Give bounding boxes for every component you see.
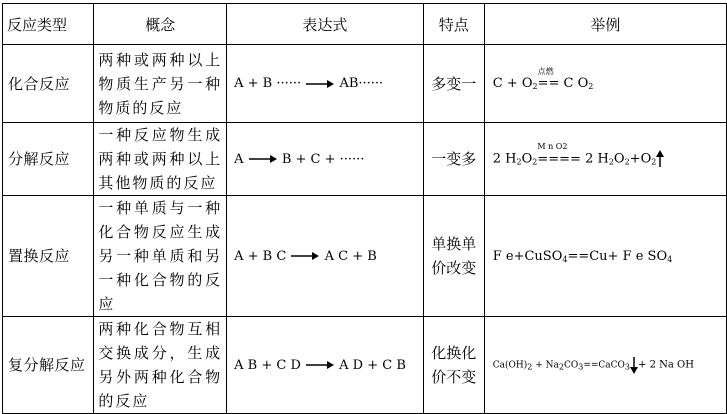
feature-cell: 化换化价不变	[423, 317, 484, 414]
reaction-condition: M n O2	[537, 141, 568, 151]
arrow-right-icon	[248, 154, 278, 164]
table-row	[3, 196, 727, 317]
concept-cell: 一种反应物生成两种或两种以上其他物质的反应	[94, 123, 227, 196]
reaction-type-cell: 置换反应	[3, 196, 94, 317]
expression-cell	[227, 196, 424, 317]
expression-right: A D + C B	[339, 357, 406, 373]
precipitate-down-arrow-icon	[630, 356, 638, 374]
example-cell: F e+CuSO$_4$==Cu+ F e $SO_4$	[484, 196, 726, 317]
feature-cell: 单换单价改变	[423, 196, 484, 317]
gas-up-arrow-icon	[656, 150, 664, 168]
example-cell: 2 $H_2O_2$ M n O2 ==== 2 $H_2O_2+O_2$	[484, 123, 726, 196]
concept-cell: 一种单质与一种化合物反应生成另一种单质和另一种化合物的反应	[94, 196, 227, 317]
example-cell: $Ca(OH)_2$ + $Na_2CO_3==CaCO_3 + 2$ Na OH	[484, 317, 726, 414]
header-concept: 概念	[94, 4, 227, 45]
expression-cell	[227, 317, 424, 414]
reaction-types-table	[2, 3, 727, 414]
header-expression: 表达式	[227, 4, 424, 45]
expression-left: A + B C	[234, 248, 287, 264]
feature-cell: 多变一	[423, 45, 484, 123]
expression-left: A + B ······	[234, 76, 302, 91]
expression-right: B + C + ······	[281, 151, 365, 167]
table-row	[3, 317, 727, 414]
table-row	[3, 45, 727, 123]
expression-cell	[227, 45, 424, 123]
table-header-row	[3, 4, 727, 45]
expression-left: A	[234, 151, 244, 167]
arrow-right-icon	[305, 360, 335, 370]
expression-right: A C + B	[324, 248, 377, 264]
expression-cell	[227, 123, 424, 196]
header-feature: 特点	[423, 4, 484, 45]
example-cell: $C + O_2$ 点燃 == C $O_2$	[484, 45, 726, 123]
expression-right: AB······	[339, 76, 384, 91]
concept-cell: 两种化合物互相交换成分，生成另外两种化合物的反应	[94, 317, 227, 414]
feature-cell: 一变多	[423, 123, 484, 196]
reaction-type-cell: 化合反应	[3, 45, 94, 123]
arrow-right-icon	[290, 251, 320, 261]
reaction-type-cell: 分解反应	[3, 123, 94, 196]
example-lhs: C + O	[492, 76, 533, 91]
expression-left: A B + C D	[234, 357, 301, 373]
header-type: 反应类型	[3, 4, 94, 45]
table-row	[3, 123, 727, 196]
reaction-condition: 点燃	[537, 67, 554, 76]
concept-cell: 两种或两种以上物质生产另一种物质的反应	[94, 45, 227, 123]
reaction-type-cell: 复分解反应	[3, 317, 94, 414]
example-rhs: C O	[563, 76, 589, 91]
header-example: 举例	[484, 4, 726, 45]
arrow-right-icon	[305, 79, 335, 89]
